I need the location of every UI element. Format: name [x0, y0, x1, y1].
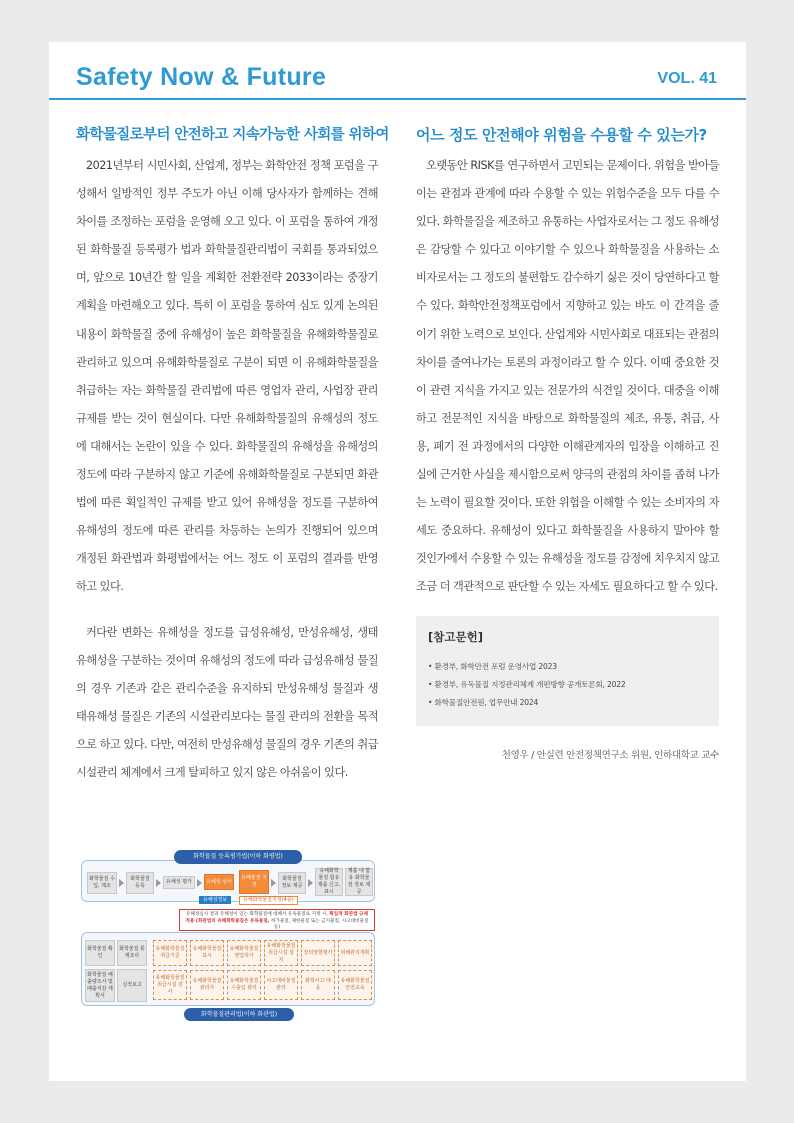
grid-box: 유해화학물질 취급기준: [153, 940, 187, 966]
flow-box-highlight: 유해물질 지정: [239, 870, 269, 894]
grid-box: 유해화학물질 안전교육: [338, 970, 372, 1000]
grid-box: 사고대비물질 관리: [264, 970, 298, 1000]
left-box: 실적보고: [117, 969, 147, 1002]
diagram-bottom-title: 화학물질관리법(이하 화관법): [184, 1008, 294, 1021]
left-box: 화학물질 배출량조사 및 배출저감 계획서: [85, 969, 115, 1002]
grid-box: 위해관리계획: [338, 940, 372, 966]
left-column: [76, 124, 389, 787]
right-paragraph: 오랫동안 RISK를 연구하면서 고민되는 문제이다. 위험을 받아들이는 관점과 관계에 따라 수용할 수 있는 위험수준을 모두 다를 수 있다. 화학물질을 제조하고 유통하는 사업자로서는 그 정도 유해성은 감당할 수 있다고 이야기할 수 있으나 화학물질을 사용하는 소비자로서는 그 정도의 불편함도 감수하기 싫은 것이 당연하다고 할 수 있다. 화학안전정책포럼에서 지향하고 있는 바도 이 간격을 줄이기 위한 노력으로 보인다. 산업계와 시민사회로 대표되는 관점의 차이를 줄여나가는 토론의 과정이라고 할 수 있다. 이때 중요한 것이 관련 지식을 가지고 있는 전문가의 식견일 것이다. 대중을 이해하고 전문적인 지식을 바탕으로 화학물질의 제조, 유통, 취급, 사용, 폐기 전 과정에서의 다양한 이해관계자의 입장을 이해하고 진실에 근거한 사실을 제시함으로써 양극의 관점의 차이를 좁혀 나가는 노력이 필요할 것이다. 또한 위험을 이해할 수 있는 소비자의 자세도 중요하다. 유해성이 있다고 화학물질을 사용하지 말아야 할 것인가에서 수용할 수 있는 유해성을 정도를 감정에 치우치지 않고 조금 더 객관적으로 판단할 수 있는 자세도 필요하다고 할 수 있다.: [416, 159, 719, 594]
notice-highlight: 획일적 화관법 규제 적용: [185, 912, 368, 924]
left-paragraph-1: 2021년부터 시민사회, 산업계, 정부는 화학안전 정책 포럼을 구성해서 일방적인 정부 주도가 아닌 이해 당사자가 함께하는 견해 차이를 조정하는 포럼을 운영해 오고 있다. 이 포럼을 통하여 개정된 화학물질 등록평가 법과 화학물질관리법이 국회를 통과되었으며, 앞으로 10년간 할 일을 계획한 전환전략 2033이라는 중장기 계획을 마련해오고 있다. 특히 이 포럼을 통하여 심도 있게 논의된 내용이 화학물질 중에 유해성이 높은 화학물질을 유해화학물질로 관리하고 있으며 유해화학물질로 구분이 되면 이 유해화학물질을 취급하는 자는 화학물질 관리법에 따른 영업자 관리, 사업장 관리 규제를 받는 것이 현실이다. 다만 유해화학물질의 유해성의 정도에 대해서는 논란이 있을 수 있다. 화학물질의 유해성을 유해성의 정도에 따라 구분하지 않고 기준에 유해화학물질로 구분되면 화관법에 따른 획일적인 규제를 받고 있어 유해성을 정도를 구분하여 유해성의 정도에 따른 관리를 차등하는 논의가 진행되어 있으며 개정된 화관법과 화평법에서는 어느 정도 이 포럼의 결과를 반영하고 있다.: [76, 159, 378, 594]
notice-text: 유해성심사 결과 유해성이 있는 화학물질에 대해서 유독물질로 지정 시,: [185, 912, 328, 917]
arrow-icon: [308, 879, 313, 887]
flow-box: 제품 내 함유 화학물질 정보 제공: [345, 868, 373, 896]
arrow-icon: [156, 879, 161, 887]
magazine-title: Safety Now & Future: [76, 63, 327, 91]
grid-box: 유해화학물질 표시: [190, 940, 224, 966]
notice-text: 허가물질, 제한물질 또는 금지물질, 사고대비물질 등): [270, 918, 369, 930]
regulation-diagram: [79, 850, 377, 1022]
flow-box-highlight: 유해성 심사: [204, 874, 234, 890]
flow-box: 화학물질 등록: [126, 872, 154, 894]
page-header: [49, 42, 746, 100]
diagram-notice: [179, 909, 375, 931]
volume-number: VOL. 41: [657, 70, 717, 87]
reference-item: • 화학물질안전원, 업무안내 2024: [428, 697, 539, 707]
diagram-top-title: 화학물질 등록평가법(이하 화평법): [174, 850, 302, 864]
flow-box: 화학물질 정보 제공: [278, 872, 306, 894]
author-credit: 천영우 / 안실련 안전정책연구소 위원, 인하대학교 교수: [501, 749, 719, 761]
left-heading: 화학물질로부터 안전하고 지속가능한 사회를 위하여: [76, 127, 389, 143]
left-box: 화학물질 확인: [85, 940, 115, 966]
grid-box: 유해화학물질 취급시설 설치: [264, 940, 298, 966]
arrow-icon: [119, 879, 124, 887]
grid-box: 장외영향평가: [301, 940, 335, 966]
page: [49, 42, 746, 1081]
left-box: 화학물질 통계조사: [117, 940, 147, 966]
right-column: [416, 124, 719, 761]
flow-box: 유해화학물질 함유제품 신고, 표시: [315, 868, 343, 896]
flow-box: 유해성 평가: [163, 876, 195, 889]
reference-item: • 환경부, 유독물질 지정관리체계 개편방향 공개토론회, 2022: [428, 679, 626, 689]
references-title: [참고문헌]: [428, 629, 483, 644]
hazard-info-label: 유해성정보: [199, 896, 231, 904]
references-box: [416, 616, 719, 726]
grid-box: 유해화학물질 영업허가: [227, 940, 261, 966]
designation-label: 유해화학물질지정(4종): [239, 896, 298, 905]
right-heading: 어느 정도 안전해야 위험을 수용할 수 있는가?: [416, 126, 707, 144]
grid-box: 유해화학물질 관리자: [190, 970, 224, 1000]
left-paragraph-2: 커다란 변화는 유해성을 정도를 급성유해성, 만성유해성, 생태유해성을 구분하는 것이며 유해성의 정도에 따라 급성유해성 물질의 경우 기존과 같은 관리수준을 유지하되 만성유해성 물질과 생태유해성 물질은 기존의 시설관리보다는 물질 관리의 전환을 목적으로 하고 있다. 다만, 여전히 만성유해성 물질의 경우 기존의 취급시설관리 체계에서 크게 탈피하고 있지 않은 아쉬움이 있다.: [76, 625, 378, 779]
reference-item: • 환경부, 화학안전 포럼 운영사업 2023: [428, 661, 557, 671]
grid-box: 유해화학물질 취급시설 검사: [153, 970, 187, 1000]
notice-highlight: (화관법의 유해화학물질은 유독물질,: [195, 918, 270, 924]
grid-box: 화학사고 대응: [301, 970, 335, 1000]
grid-box: 유해화학물질 수출입 관리: [227, 970, 261, 1000]
arrow-icon: [271, 879, 276, 887]
arrow-icon: [197, 879, 202, 887]
flow-box: 화학물질 수입, 제조: [87, 872, 117, 894]
